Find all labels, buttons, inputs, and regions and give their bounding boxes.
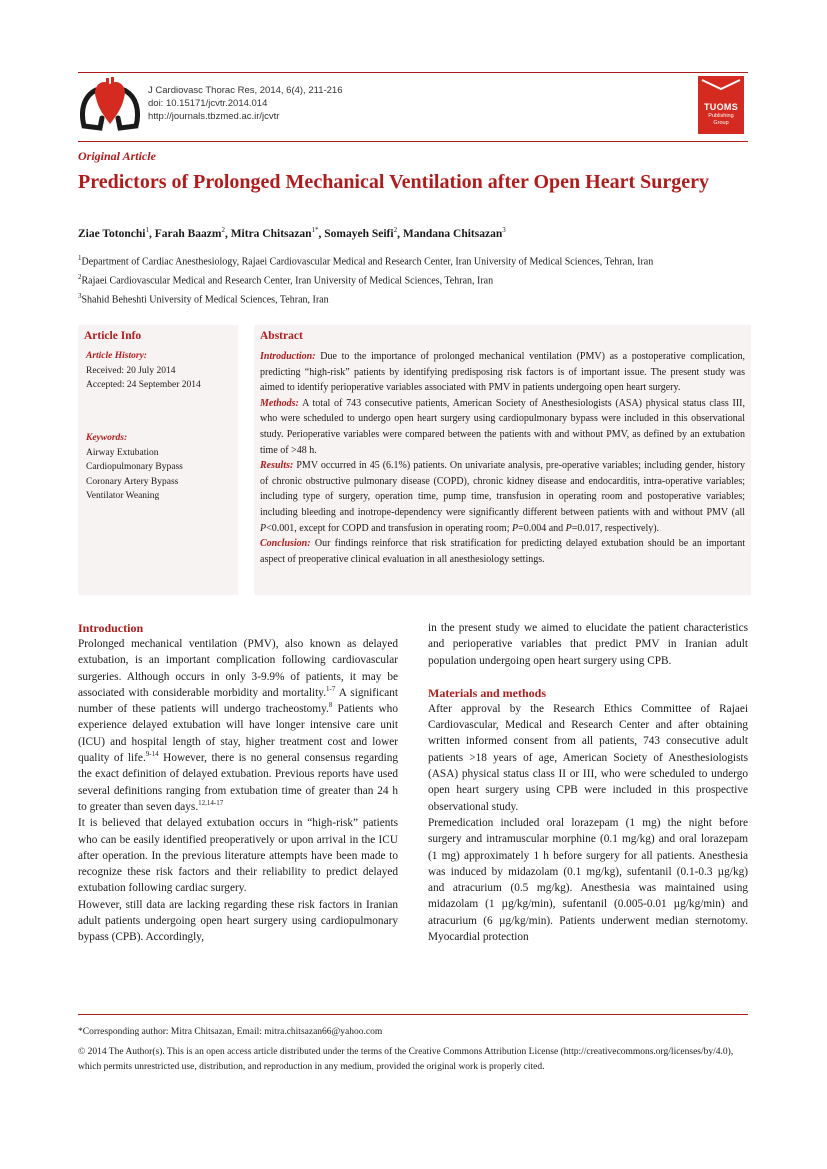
- article-type: Original Article: [78, 149, 156, 163]
- article-info-box: [78, 325, 238, 595]
- keyword: Coronary Artery Bypass: [86, 476, 179, 487]
- doi[interactable]: doi: 10.15171/jcvtr.2014.014: [148, 98, 268, 109]
- p-symbol: P: [260, 522, 267, 534]
- affiliation-text: Rajaei Cardiovascular Medical and Research Center, Iran University of Medical Sciences, Tehran, Iran: [81, 275, 494, 287]
- journal-citation: J Cardiovasc Thorac Res, 2014, 6(4), 211-216: [148, 85, 343, 96]
- keyword: Airway Extubation: [86, 447, 159, 458]
- affiliation: [78, 251, 748, 270]
- intro-paragraph-3: However, still data are lacking regarding these risk factors in Iranian adult patients undergoing open heart surgery using cardiopulmonary bypass (CPB). Accordingly,: [78, 898, 398, 944]
- citation-ref[interactable]: 12,14-17: [198, 799, 224, 808]
- abstract-conclusion-text: Our findings reinforce that risk stratification for predicting delayed extubation should be an important aspect of preoperative clinical evaluation in all anesthesiology settings.: [260, 538, 746, 565]
- keyword: Cardiopulmonary Bypass: [86, 462, 183, 472]
- license-notice: © 2014 The Author(s). This is an open access article distributed under the terms of the Creative Commons Attribution License (http://creativecommons.org/licenses/by/4.0), which permits unrestricted use, distribution, and reproduction in any medium, provided the original work is properly cited.: [78, 1047, 734, 1072]
- publisher-sub-line-2: Group: [713, 119, 729, 126]
- abstract-intro-text: Due to the importance of prolonged mechanical ventilation (PMV) as a postoperative complication, predicting “high-risk” patients by identifying predisposing risk factors is of important issue. The present study was aimed to identify perioperative variables associated with PMV in patients undergoing open heart surgery.: [260, 351, 745, 394]
- abstract-results-label: Results:: [260, 460, 294, 472]
- journal-url[interactable]: http://journals.tbzmed.ac.ir/jcvtr: [148, 111, 280, 122]
- publisher-logo-chevron-icon: [701, 79, 741, 91]
- corresponding-author: *Corresponding author: Mitra Chitsazan, Email: mitra.chitsazan66@yahoo.com: [78, 1027, 383, 1037]
- p-symbol: P: [565, 522, 572, 534]
- journal-meta: [148, 84, 343, 123]
- received-date: Received: 20 July 2014: [86, 365, 176, 376]
- methods-paragraph-2: Premedication included oral lorazepam (1 mg) the night before surgery and intramuscular morphine (0.1 mg/kg) and oral lorazepam (1 mg) approximately 1 h before surgery for all patients. Anesthesia was induced by midazolam (0.1 mg/kg), sufentanil (0.1-0.3 µg/kg) and atracurium (0.5 mg/kg). Anesthesia was maintained using midazolam (1 µg/kg/min), sufentanil (0.005-0.01 µg/kg/min) and atracurium (6 µg/kg/min). Patients underwent median sternotomy. Myocardial protection: [428, 816, 748, 944]
- author-affil-mark: 1: [145, 226, 149, 234]
- abstract-introduction: [260, 349, 745, 396]
- citation-ref[interactable]: 1-7: [326, 685, 336, 694]
- abstract-conclusion-label: Conclusion:: [260, 538, 311, 550]
- abstract-results-text: PMV occurred in 45 (6.1%) patients. On univariate analysis, pre-operative variables; including gender, history of chronic obstructive pulmonary disease (COPD), chronic kidney disease and endocarditis, intra-operative variables; including type of surgery, operation time, pump time, transfusion in operating room and postoperative variables; including bleeding and inotrope-dependency were significantly different between patients with and without PMV (all: [260, 460, 746, 518]
- publisher-logo: [698, 76, 744, 134]
- abstract-methods: [260, 396, 745, 458]
- keywords: [86, 431, 183, 504]
- author-affil-mark: 2: [393, 226, 398, 234]
- intro-paragraph-3-continued: in the present study we aimed to elucidate the patient characteristics and perioperative variables that predict PMV in Iranian adult population undergoing open heart surgery using CPB.: [428, 622, 748, 667]
- author: Ziae Totonchi: [78, 227, 146, 240]
- article-history: [86, 349, 201, 393]
- author: Mitra Chitsazan: [230, 227, 312, 240]
- methods-heading: Materials and methods: [428, 685, 546, 700]
- keyword: Ventilator Weaning: [86, 491, 160, 501]
- affiliation-mark: 2: [78, 272, 82, 281]
- body-text: Patients who experience delayed extubation will have longer intensive care unit (ICU) and hospital length of stay, higher treatment cost and lower quality of life.: [78, 703, 398, 765]
- body-text: Prolonged mechanical ventilation (PMV), also known as delayed extubation, is an important complication following cardiovascular surgeries. Although occurs in only 3-9.9% of patients, it may be associated with considerable morbidity and mortality.: [78, 638, 398, 699]
- author: Mandana Chitsazan: [402, 227, 503, 240]
- publisher-sub-line-1: Publishing: [708, 113, 734, 119]
- author: Farah Baazm: [154, 227, 222, 240]
- abstract-results-text: =0.004 and: [518, 522, 566, 534]
- affiliation: [78, 270, 748, 289]
- abstract-box: [254, 325, 751, 595]
- publisher-brand: TUOMS: [704, 102, 738, 112]
- author: Somayeh Seifi: [324, 227, 394, 240]
- abstract-methods-label: Methods:: [260, 397, 299, 409]
- affiliation-text: Department of Cardiac Anesthesiology, Rajaei Cardiovascular Medical and Research Center, Iran University of Medical Sciences, Tehran, Iran: [81, 256, 654, 268]
- body-text: However, there is no general consensus regarding the exact definition of delayed extubation. Previous reports have used several definitions ranging from extubation time of greater than 24 h to greater than seven days.: [78, 752, 399, 813]
- author-list: Ziae Totonchi$^1$, Farah Baazm$^2$, Mitra Chitsazan$^{1*}$, Somayeh Seifi$^2$, Mandana Chitsazan$^3$: [78, 226, 506, 240]
- accepted-date: Accepted: 24 September 2014: [86, 380, 201, 390]
- citation-ref[interactable]: 8: [328, 701, 333, 710]
- author-affil-mark: 2: [221, 226, 225, 234]
- abstract-methods-text: A total of 743 consecutive patients, American Society of Anesthesiologists (ASA) physical status class III, who were scheduled to undergo open heart surgery using cardiopulmonary bypass were included in this observational study. Perioperative variables were compared between the patients with and without PMV, as defined by an extubation time of >48 h.: [260, 397, 746, 456]
- header-rule-top: [78, 72, 748, 73]
- abstract-results-text: <0.001, except for COPD and transfusion in operating room;: [266, 522, 512, 534]
- article-info-heading: Article Info: [84, 330, 142, 342]
- keywords-label: Keywords:: [86, 433, 128, 443]
- abstract-text: [260, 349, 745, 567]
- affiliations: [78, 251, 748, 307]
- author-affil-mark: 1*: [311, 226, 319, 234]
- methods-paragraph-1: After approval by the Research Ethics Committee of Rajaei Cardiovascular, Medical and Research Center and after obtaining written informed consent from all patients, 743 consecutive adult patients >18 years of age, American Society of Anesthesiologists (ASA) physical status class II or III, who were scheduled to undergo open heart surgery using CPB were included in this prospective observational study.: [428, 702, 748, 813]
- body-column-left: [78, 620, 398, 946]
- abstract-intro-label: Introduction:: [260, 351, 316, 362]
- citation-ref[interactable]: 9-14: [145, 750, 159, 759]
- author-affil-mark: 3: [502, 226, 506, 234]
- abstract-heading: Abstract: [260, 330, 303, 342]
- affiliation-mark: 3: [78, 291, 82, 300]
- body-text: A significant number of these patients will undergo tracheostomy.: [78, 686, 398, 716]
- affiliation-text: Shahid Beheshti University of Medical Sciences, Tehran, Iran: [81, 293, 329, 305]
- abstract-conclusion: [260, 536, 745, 567]
- intro-paragraph-2: It is believed that delayed extubation occurs in “high-risk” patients who can be easily identified preoperatively or upon arrival in the ICU after operation. In the previous literature attempts have been made to recognize these risk factors and their reliability to predict delayed extubation following cardiac surgery.: [78, 817, 398, 895]
- header-rule-bottom: [78, 141, 748, 142]
- footer-rule: [78, 1014, 748, 1015]
- publisher-sub: [698, 113, 744, 126]
- introduction-heading: Introduction: [78, 621, 144, 635]
- heart-lungs-logo-icon: [78, 76, 142, 138]
- affiliation: [78, 289, 748, 308]
- abstract-results: [260, 458, 745, 536]
- article-history-label: Article History:: [86, 351, 147, 361]
- p-symbol: P: [511, 522, 519, 534]
- section-gap: [428, 669, 748, 685]
- abstract-results-text: =0.017, respectively).: [571, 522, 660, 534]
- body-column-right: [428, 620, 748, 945]
- article-title: Predictors of Prolonged Mechanical Ventilation after Open Heart Surgery: [78, 171, 710, 193]
- intro-paragraph-1: [78, 636, 398, 815]
- affiliation-mark: 1: [78, 254, 82, 262]
